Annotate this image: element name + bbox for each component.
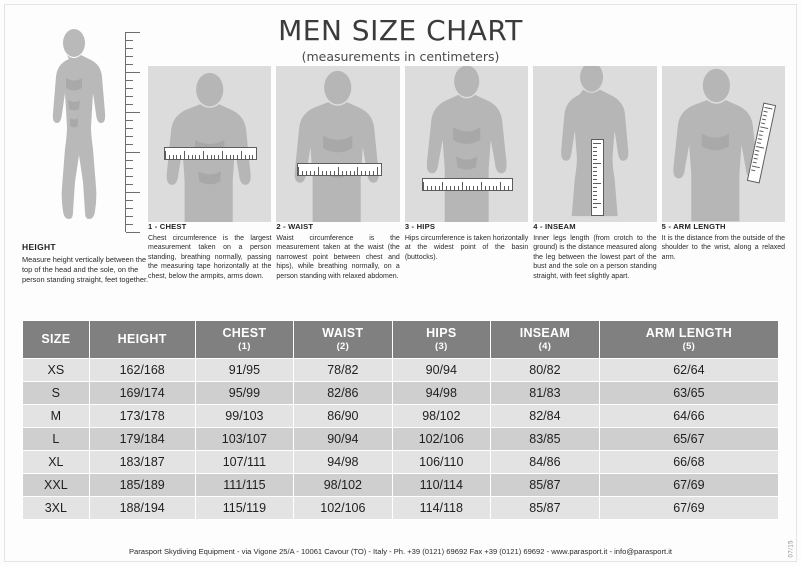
cell-inseam: 81/83 (491, 382, 600, 405)
cell-chest: 111/115 (195, 474, 293, 497)
cell-height: 188/194 (89, 497, 195, 520)
table-row (23, 382, 779, 405)
col-hips (392, 321, 490, 359)
cell-arm-length: 67/69 (599, 474, 778, 497)
table-row (23, 451, 779, 474)
caption-inseam-title: 4 - INSEAM (533, 222, 576, 231)
col-height (89, 321, 195, 359)
table-row (23, 474, 779, 497)
table-row (23, 497, 779, 520)
col-arm-length-note: (5) (682, 341, 696, 352)
cell-arm-length: 65/67 (599, 428, 778, 451)
height-ruler-icon (125, 32, 144, 232)
col-hips-label: HIPS (426, 326, 457, 340)
cell-waist: 78/82 (294, 359, 392, 382)
cell-hips: 110/114 (392, 474, 490, 497)
caption-waist-title: 2 - WAIST (276, 222, 314, 231)
cell-hips: 98/102 (392, 405, 490, 428)
panel-arm-length (662, 66, 785, 222)
cell-waist: 102/106 (294, 497, 392, 520)
cell-chest: 95/99 (195, 382, 293, 405)
measurement-panels (148, 66, 785, 222)
cell-hips: 102/106 (392, 428, 490, 451)
panel-chest (148, 66, 271, 222)
caption-arm-length (662, 222, 785, 281)
cell-inseam: 80/82 (491, 359, 600, 382)
caption-inseam (533, 222, 656, 281)
col-waist-label: WAIST (322, 326, 364, 340)
cell-height: 185/189 (89, 474, 195, 497)
col-height-label: HEIGHT (117, 332, 167, 346)
measurement-captions (148, 222, 785, 281)
caption-hips-title: 3 - HIPS (404, 222, 436, 231)
col-waist (294, 321, 392, 359)
hips-figure-icon (405, 66, 528, 222)
waist-tape-icon (297, 163, 382, 176)
caption-waist-text: Waist circumference is the measurement taken at the waist (the narrowest point between chest and hips), while breathing normally, on a person standing with relaxed abdomen. (276, 235, 400, 280)
height-figure (22, 26, 144, 236)
cell-hips: 106/110 (392, 451, 490, 474)
panel-waist (276, 66, 399, 222)
col-size-label: SIZE (41, 332, 71, 346)
cell-waist: 98/102 (294, 474, 392, 497)
cell-height: 173/178 (89, 405, 195, 428)
caption-chest-title: 1 - CHEST (148, 222, 187, 231)
cell-inseam: 85/87 (491, 497, 600, 520)
panel-hips (405, 66, 528, 222)
table-row (23, 428, 779, 451)
cell-hips: 94/98 (392, 382, 490, 405)
page-subtitle: (measurements in centimeters) (301, 49, 500, 64)
cell-size: XS (23, 359, 90, 382)
cell-size: M (23, 405, 90, 428)
cell-chest: 91/95 (195, 359, 293, 382)
caption-waist (276, 222, 399, 281)
cell-waist: 90/94 (294, 428, 392, 451)
height-block (22, 26, 149, 285)
cell-arm-length: 67/69 (599, 497, 778, 520)
size-table-body (23, 359, 779, 520)
waist-figure-icon (276, 66, 399, 222)
cell-arm-length: 64/66 (599, 405, 778, 428)
cell-waist: 82/86 (294, 382, 392, 405)
caption-hips-text: Hips circumference is taken horizontally at the widest point of the basin (buttocks). (404, 235, 529, 261)
cell-chest: 107/111 (195, 451, 293, 474)
cell-inseam: 82/84 (491, 405, 600, 428)
col-inseam (491, 321, 600, 359)
col-chest-note: (1) (238, 341, 251, 352)
cell-waist: 94/98 (294, 451, 392, 474)
cell-size: S (23, 382, 90, 405)
col-hips-note: (3) (435, 341, 448, 352)
size-table (22, 320, 779, 520)
col-chest-label: CHEST (222, 326, 267, 340)
chest-tape-icon (164, 147, 257, 160)
cell-hips: 90/94 (392, 359, 490, 382)
col-chest (195, 321, 293, 359)
cell-height: 162/168 (89, 359, 195, 382)
hips-tape-icon (422, 178, 513, 191)
inseam-tape-icon (591, 139, 604, 216)
table-row (23, 405, 779, 428)
caption-inseam-text: Inner legs length (from crotch to the ground) is the distance measured along the leg between the lowest part of the bust and the sole on a person standing straight, with feet slightly apart. (533, 235, 657, 280)
cell-height: 179/184 (89, 428, 195, 451)
chest-figure-icon (148, 66, 271, 222)
col-arm-length-label: ARM LENGTH (645, 326, 733, 340)
height-caption: HEIGHT (22, 242, 56, 252)
table-header-row (23, 321, 779, 359)
col-size (23, 321, 90, 359)
caption-arm-length-title: 5 - ARM LENGTH (661, 222, 726, 231)
cell-height: 183/187 (89, 451, 195, 474)
cell-height: 169/174 (89, 382, 195, 405)
caption-chest (148, 222, 271, 281)
size-table-wrap (22, 320, 779, 520)
cell-size: XXL (23, 474, 90, 497)
document-code: 07/15 (789, 540, 795, 558)
cell-arm-length: 66/68 (599, 451, 778, 474)
cell-chest: 99/103 (195, 405, 293, 428)
cell-inseam: 85/87 (491, 474, 600, 497)
height-description: Measure height vertically between the top of the head and the sole, on the person standing straight, feet together. (22, 255, 149, 284)
cell-inseam: 83/85 (491, 428, 600, 451)
cell-size: XL (23, 451, 90, 474)
col-arm-length (599, 321, 778, 359)
page-title: MEN SIZE CHART (278, 14, 523, 47)
size-table-head (23, 321, 779, 359)
panel-inseam (533, 66, 656, 222)
col-inseam-note: (4) (538, 341, 552, 352)
caption-chest-text: Chest circumference is the largest measurement taken on a person standing, breathing normally, passing the measuring tape horizontally at the chest, below the armpits, arms down. (148, 235, 272, 280)
caption-arm-length-text: It is the distance from the outside of the shoulder to the wrist, along a relaxed arm. (661, 235, 786, 261)
footer-text: Parasport Skydiving Equipment - via Vigone 25/A - 10061 Cavour (TO) - Italy - Ph. +39 (0121) 69692 Fax +39 (0121) 69692 - www.parasport.it - info@parasport.it (128, 547, 673, 556)
caption-hips (405, 222, 528, 281)
cell-chest: 103/107 (195, 428, 293, 451)
col-inseam-label: INSEAM (519, 326, 571, 340)
col-waist-note: (2) (336, 341, 350, 352)
cell-arm-length: 63/65 (599, 382, 778, 405)
cell-size: L (23, 428, 90, 451)
cell-inseam: 84/86 (491, 451, 600, 474)
cell-hips: 114/118 (392, 497, 490, 520)
cell-chest: 115/119 (195, 497, 293, 520)
table-row (23, 359, 779, 382)
cell-waist: 86/90 (294, 405, 392, 428)
cell-size: 3XL (23, 497, 90, 520)
cell-arm-length: 62/64 (599, 359, 778, 382)
